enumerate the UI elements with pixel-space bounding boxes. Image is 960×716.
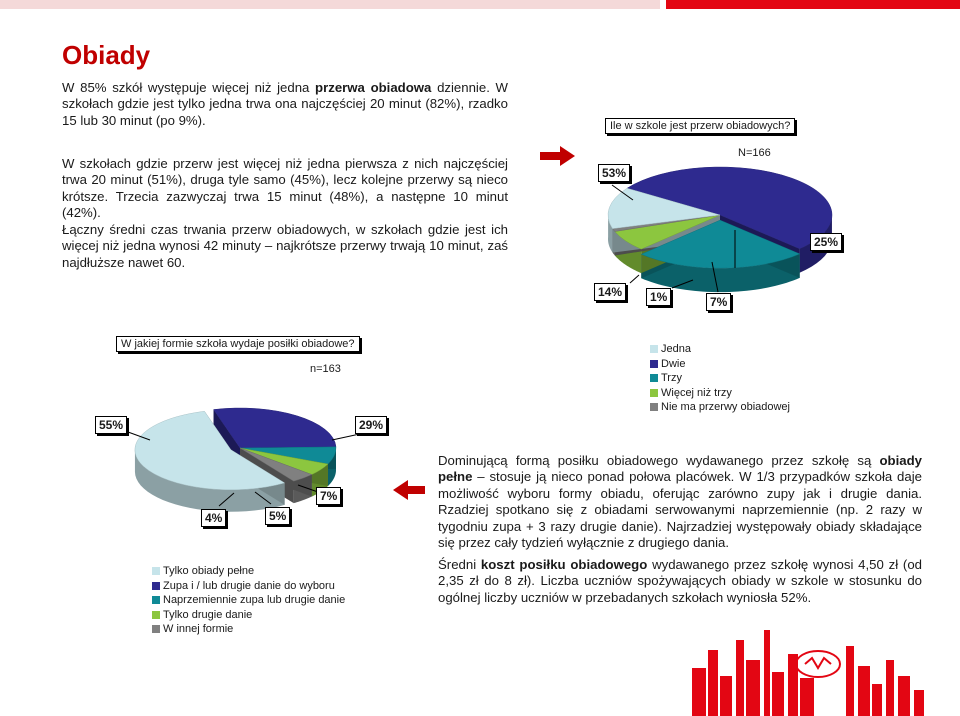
data-label-jedna: 14% — [594, 283, 626, 301]
data-label-wiecej: 7% — [706, 293, 731, 311]
pie-chart-meal-form — [135, 408, 336, 512]
legend-item: Dwie — [650, 357, 790, 372]
legend-item: Tylko obiady pełne — [152, 564, 345, 579]
chart1-title: Ile w szkole jest przerw obiadowych? — [605, 118, 795, 134]
chart2-n: n=163 — [310, 363, 341, 375]
data-label-inne: 4% — [201, 509, 226, 527]
paragraph-breaks-duration: W szkołach gdzie przerw jest więcej niż jedna pierwsza z nich najczęściej trwa 20 minut (51%), druga tyle samo (45%), lecz kolejne przerwy są nieco krótsze. Trzecia zazwyczaj trwa 15 minut (48%), a następne 10 minut (42%). — [62, 156, 508, 221]
legend-item: Nie ma przerwy obiadowej — [650, 400, 790, 415]
arrow-right-icon — [540, 146, 575, 166]
pie-chart-breaks — [608, 167, 832, 292]
data-label-naprzemiennie: 7% — [316, 487, 341, 505]
legend-item: Więcej niż trzy — [650, 386, 790, 401]
paragraph-total-time: Łączny średni czas trwania przerw obiadowych, w szkołach gdzie jest ich więcej niż jedna wynosi 42 minuty – najkrótsze przerwy trwają 10 minut, zaś najdłuższe nawet 60. — [62, 222, 508, 270]
data-label-trzy: 25% — [810, 233, 842, 251]
chart2-title: W jakiej formie szkoła wydaje posiłki obiadowe? — [116, 336, 360, 352]
data-label-wybor: 29% — [355, 416, 387, 434]
data-label-brak: 1% — [646, 288, 671, 306]
paragraph-meal-form: Dominującą formą posiłku obiadowego wydawanego przez szkołę są obiady pełne – stosuje ją nieco ponad połowa placówek. W 1/3 przypadków szkoła daje możliwość wyboru formy obiadu, oferując zarówno zupy jak i drugie dania. Rzadziej spotkano się z obiadami serwowanymi naprzemiennie (np. 2 razy w tygodniu zupa + 3 razy drugie danie). Najrzadziej występowały obiady składające się przez cały tydzień wyłącznie z drugiego dania. — [438, 453, 922, 551]
legend-item: Naprzemiennie zupa lub drugie danie — [152, 593, 345, 608]
chart1-n: N=166 — [738, 147, 771, 159]
legend-item: W innej formie — [152, 622, 345, 637]
legend-item: Zupa i / lub drugie danie do wyboru — [152, 579, 345, 594]
chart1-legend — [650, 342, 790, 415]
chart2-legend — [152, 564, 345, 637]
page-title: Obiady — [62, 40, 151, 70]
legend-item: Jedna — [650, 342, 790, 357]
data-label-pelne: 55% — [95, 416, 127, 434]
paragraph-meal-cost: Średni koszt posiłku obiadowego wydawanego przez szkołę wynosi 4,50 zł (od 2,35 zł do 8 zł). Liczba uczniów spożywających obiady w szkole w stosunku do ogólnej liczby uczniów w przebadanych szkołach wyniosła 52%. — [438, 557, 922, 605]
legend-item: Trzy — [650, 371, 790, 386]
data-label-drugie: 5% — [265, 507, 290, 525]
data-label-dwie: 53% — [598, 164, 630, 182]
paragraph-breaks-count: W 85% szkół występuje więcej niż jedna przerwa obiadowa dziennie. W szkołach gdzie jest tylko jedna trwa ona najczęściej 20 minut (82%), rzadko 15 lub 30 minut (po 9%). — [62, 80, 508, 128]
bold-phrase: przerwa obiadowa — [315, 80, 432, 95]
arrow-left-icon — [393, 480, 425, 500]
legend-item: Tylko drugie danie — [152, 608, 345, 623]
